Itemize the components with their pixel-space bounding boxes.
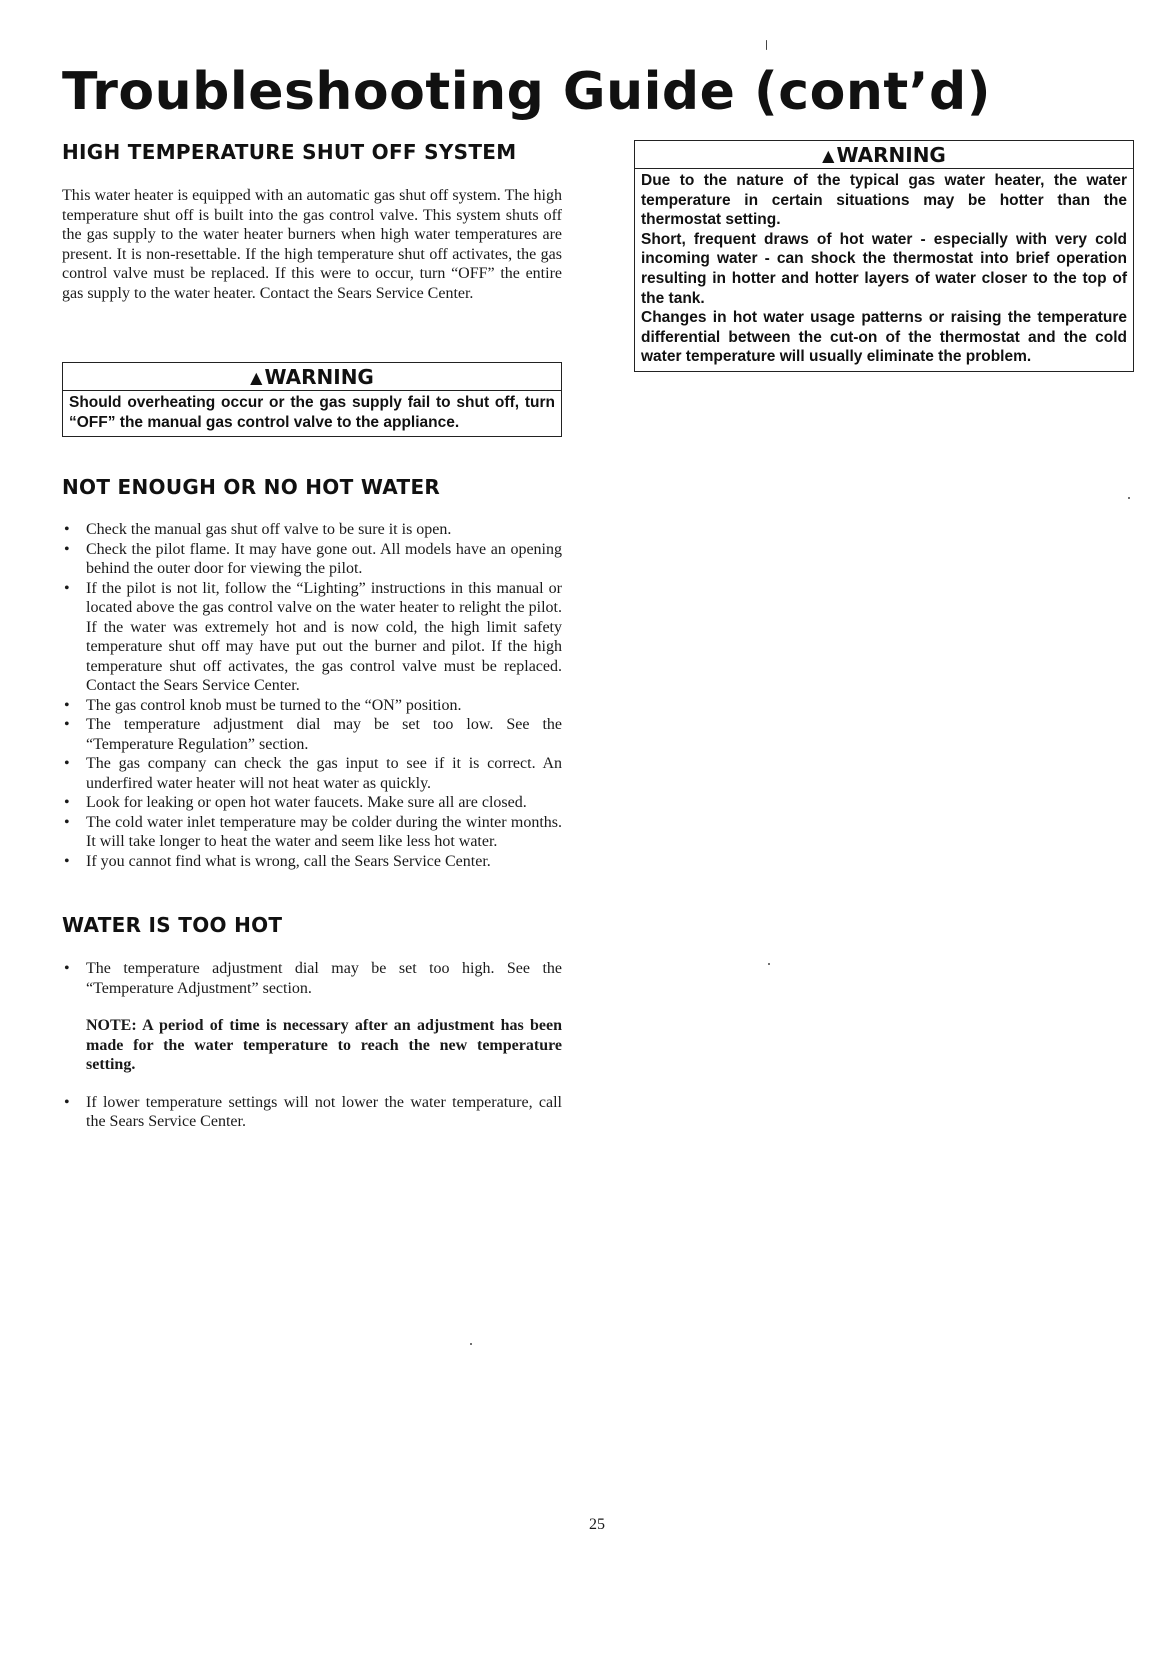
warning-box-overheating	[62, 362, 562, 437]
section-heading-not-enough: NOT ENOUGH OR NO HOT WATER	[62, 475, 441, 500]
section-heading-too-hot: WATER IS TOO HOT	[62, 913, 283, 938]
section-heading-high-temp: HIGH TEMPERATURE SHUT OFF SYSTEM	[62, 140, 517, 164]
warning-paragraph-3: Changes in hot water usage patterns or raising the temperature differential between the cut-on of the thermostat and the cold water temperature will usually eliminate the problem.	[641, 309, 1127, 366]
too-hot-list	[62, 959, 562, 998]
scan-speck	[766, 40, 767, 50]
warning-box-temperature	[634, 140, 1134, 372]
warning-text	[63, 391, 561, 436]
high-temp-paragraph: This water heater is equipped with an automatic gas shut off system. The high temperature shut off is built into the gas control valve. This system shuts off the gas supply to the water heater burners when high water temperatures are present. It is non-resettable. If the high temperature shut off activates, the gas control valve must be replaced. If this were to occur, turn “OFF” the entire gas supply to the water heater. Contact the Sears Service Center.	[62, 187, 562, 302]
warning-label: WARNING	[836, 143, 946, 167]
list-item: • The temperature adjustment dial may be set too high. See the “Temperature Adjustment” section.	[62, 959, 562, 998]
list-item: • The gas control knob must be turned to the “ON” position.	[62, 696, 562, 716]
list-item: • The cold water inlet temperature may be colder during the winter months. It will take longer to heat the water and seem like less hot water.	[62, 813, 562, 852]
list-item: • Check the manual gas shut off valve to be sure it is open.	[62, 520, 562, 540]
warning-header	[63, 363, 561, 391]
note-text: NOTE: A period of time is necessary after an adjustment has been made for the water temperature to reach the new temperature setting.	[86, 1017, 562, 1074]
warning-triangle-icon: ▲	[250, 368, 263, 387]
list-item: • If lower temperature settings will not lower the water temperature, call the Sears Service Center.	[62, 1093, 562, 1132]
scan-speck	[768, 963, 770, 965]
left-column	[62, 140, 562, 1132]
scan-speck	[1128, 497, 1130, 499]
scan-speck	[470, 1343, 472, 1345]
list-item: • If the pilot is not lit, follow the “Lighting” instructions in this manual or located above the gas control valve on the water heater to relight the pilot. If the water was extremely hot and is now cold, the high limit safety temperature shut off may have put out the burner and pilot. If the high temperature shut off activates, the gas control valve must be replaced. Contact the Sears Service Center.	[62, 579, 562, 696]
warning-triangle-icon: ▲	[822, 146, 835, 165]
list-item: • The gas company can check the gas input to see if it is correct. An underfired water heater will not heat water as quickly.	[62, 754, 562, 793]
list-item: • If you cannot find what is wrong, call the Sears Service Center.	[62, 852, 562, 872]
warning-paragraph-1: Due to the nature of the typical gas water heater, the water temperature in certain situations may be hotter than the thermostat setting.	[641, 172, 1127, 229]
list-item: • The temperature adjustment dial may be set too low. See the “Temperature Regulation” section.	[62, 715, 562, 754]
page-title: Troubleshooting Guide (cont’d)	[62, 62, 991, 122]
too-hot-list-2	[62, 1093, 562, 1132]
warning-header	[635, 141, 1133, 169]
warning-text	[635, 169, 1133, 371]
warning-paragraph-2: Short, frequent draws of hot water - especially with very cold incoming water - can shock the thermostat into brief operation resulting in hotter and hotter layers of water closer to the top of the tank.	[641, 230, 1127, 307]
warning-label: WARNING	[264, 365, 374, 389]
right-column	[634, 140, 1134, 372]
list-item: • Check the pilot flame. It may have gone out. All models have an opening behind the outer door for viewing the pilot.	[62, 540, 562, 579]
not-enough-list	[62, 520, 562, 871]
warning-text-overheating: Should overheating occur or the gas supply fail to shut off, turn “OFF” the manual gas control valve to the appliance.	[69, 394, 555, 431]
page-number: 25	[589, 1516, 605, 1533]
list-item: • Look for leaking or open hot water faucets. Make sure all are closed.	[62, 793, 562, 813]
